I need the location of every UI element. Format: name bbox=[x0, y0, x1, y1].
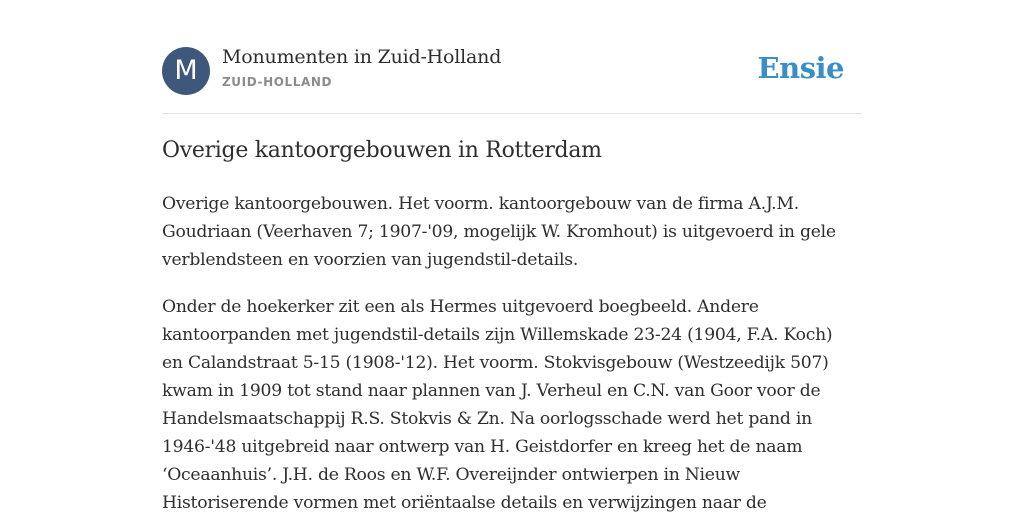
site-title-link[interactable]: Monumenten in Zuid-Holland bbox=[222, 46, 502, 68]
page-container bbox=[162, 0, 862, 512]
site-header bbox=[162, 0, 862, 114]
paragraph-line: kwam in 1909 tot stand naar plannen van J. Verheul en C.N. van Goor voor de bbox=[162, 381, 821, 401]
brand-logo[interactable]: Ensie bbox=[757, 51, 844, 85]
article-paragraph bbox=[162, 190, 836, 274]
article-title: Overige kantoorgebouwen in Rotterdam bbox=[162, 138, 602, 163]
paragraph-line: Overige kantoorgebouwen. Het voorm. kantoorgebouw van de firma A.J.M. bbox=[162, 194, 799, 214]
paragraph-line: ‘Oceaanhuis’. J.H. de Roos en W.F. Overeijnder ontwierpen in Nieuw bbox=[162, 465, 741, 485]
paragraph-line: verblendsteen en voorzien van jugendstil-details. bbox=[162, 250, 579, 270]
paragraph-line: kantoorpanden met jugendstil-details zijn Willemskade 23-24 (1904, F.A. Koch) bbox=[162, 325, 833, 345]
paragraph-line: Onder de hoekerker zit een als Hermes uitgevoerd boegbeeld. Andere bbox=[162, 297, 759, 317]
article-paragraph bbox=[162, 293, 832, 512]
site-subtitle: ZUID-HOLLAND bbox=[222, 75, 333, 89]
paragraph-line: 1946-'48 uitgebreid naar ontwerp van H. Geistdorfer en kreeg het de naam bbox=[162, 437, 803, 457]
paragraph-line: Historiserende vormen met oriëntaalse details en verwijzingen naar de bbox=[162, 493, 767, 512]
avatar[interactable]: M bbox=[162, 47, 210, 95]
paragraph-line: en Calandstraat 5-15 (1908-'12). Het voorm. Stokvisgebouw (Westzeedijk 507) bbox=[162, 353, 829, 373]
paragraph-line: Handelsmaatschappij R.S. Stokvis & Zn. Na oorlogsschade werd het pand in bbox=[162, 409, 812, 429]
paragraph-line: Goudriaan (Veerhaven 7; 1907-'09, mogelijk W. Kromhout) is uitgevoerd in gele bbox=[162, 222, 836, 242]
